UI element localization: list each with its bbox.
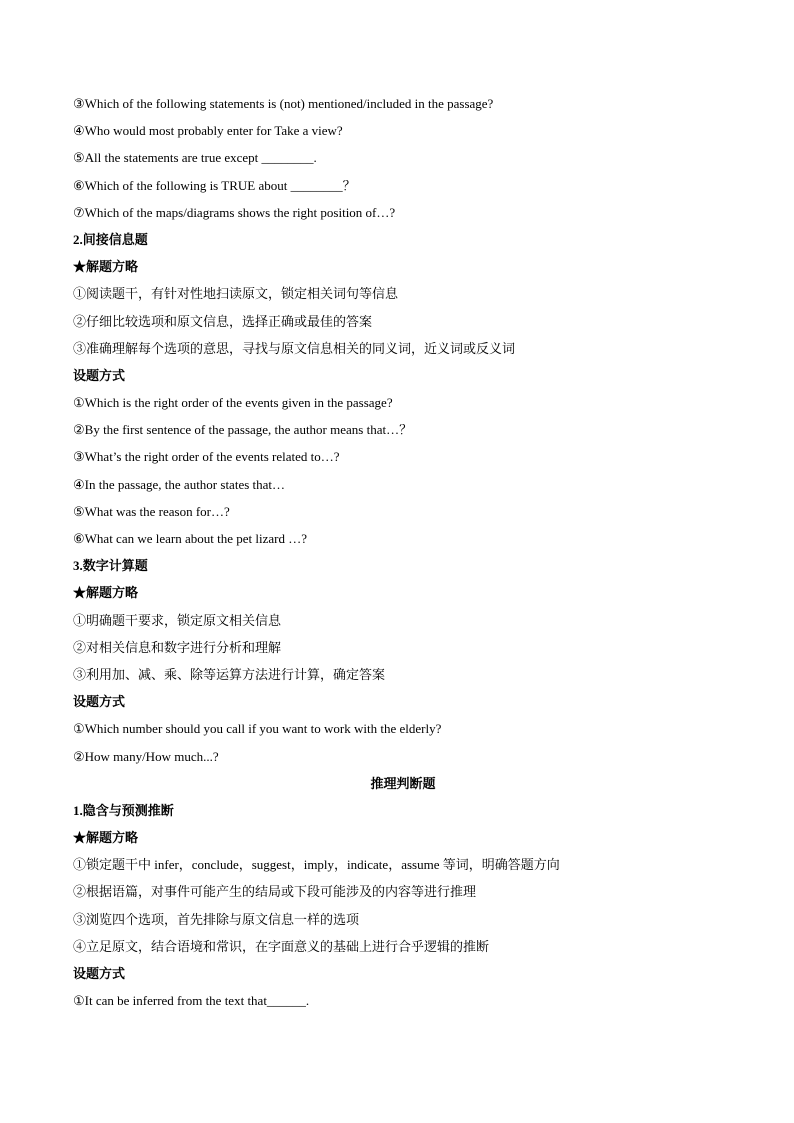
text-line: ⑥What can we learn about the pet lizard …? xyxy=(73,531,307,546)
text-line: ①锁定题干中 infer，conclude，suggest，imply，indicate，assume 等词，明确答题方向 xyxy=(73,857,560,873)
text-line: ⑥Which of the following is TRUE about ________？ xyxy=(73,177,356,193)
text-line: ④Who would most probably enter for Take a view? xyxy=(73,123,343,139)
text-line: ③Which of the following statements is (not) mentioned/included in the passage? xyxy=(73,96,494,111)
text-line: ⑦Which of the maps/diagrams shows the right position of…? xyxy=(73,204,396,220)
text-line: ③准确理解每个选项的意思，寻找与原文信息相关的同义词，近义词或反义词 xyxy=(73,340,516,356)
text-line: ④In the passage, the author states that… xyxy=(73,476,286,492)
text-line: ③What’s the right order of the events related to…? xyxy=(73,449,340,465)
text-line: ②对相关信息和数字进行分析和理解 xyxy=(73,639,282,655)
subsection-title: 设题方式 xyxy=(73,367,126,383)
document-body xyxy=(73,90,733,1014)
text-line: ⑤All the statements are true except ________. xyxy=(73,150,317,166)
section-title: 2.间接信息题 xyxy=(73,231,148,247)
text-line: ⑤What was the reason for…? xyxy=(73,503,230,519)
text-line: ②根据语篇，对事件可能产生的结局或下段可能涉及的内容等进行推理 xyxy=(73,884,477,900)
subsection-title: ★解题方略 xyxy=(73,830,139,846)
section-title: 1.隐含与预测推断 xyxy=(73,802,174,818)
text-line: ②By the first sentence of the passage, the author means that…？ xyxy=(73,422,413,438)
text-line: ①阅读题干，有针对性地扫读原文，锁定相关词句等信息 xyxy=(73,286,399,302)
subsection-title: 设题方式 xyxy=(73,966,126,981)
subsection-title: 设题方式 xyxy=(73,694,126,710)
text-line: ③浏览四个选项，首先排除与原文信息一样的选项 xyxy=(73,911,360,927)
text-line: ①明确题干要求，锁定原文相关信息 xyxy=(73,612,282,628)
text-line: ①It can be inferred from the text that______. xyxy=(73,993,310,1009)
text-line: ①Which number should you call if you want to work with the elderly? xyxy=(73,721,442,737)
text-line: ③利用加、减、乘、除等运算方法进行计算，确定答案 xyxy=(73,666,386,682)
text-line: ④立足原文，结合语境和常识，在字面意义的基础上进行合乎逻辑的推断 xyxy=(73,938,490,954)
text-line: ②仔细比较选项和原文信息，选择正确或最佳的答案 xyxy=(73,313,373,329)
text-line: ②How many/How much...? xyxy=(73,748,219,764)
section-title: 3.数字计算题 xyxy=(73,558,148,574)
subsection-title: ★解题方略 xyxy=(73,259,139,275)
chapter-heading: 推理判断题 xyxy=(370,775,436,791)
subsection-title: ★解题方略 xyxy=(73,585,139,601)
text-line: ①Which is the right order of the events given in the passage? xyxy=(73,395,393,411)
